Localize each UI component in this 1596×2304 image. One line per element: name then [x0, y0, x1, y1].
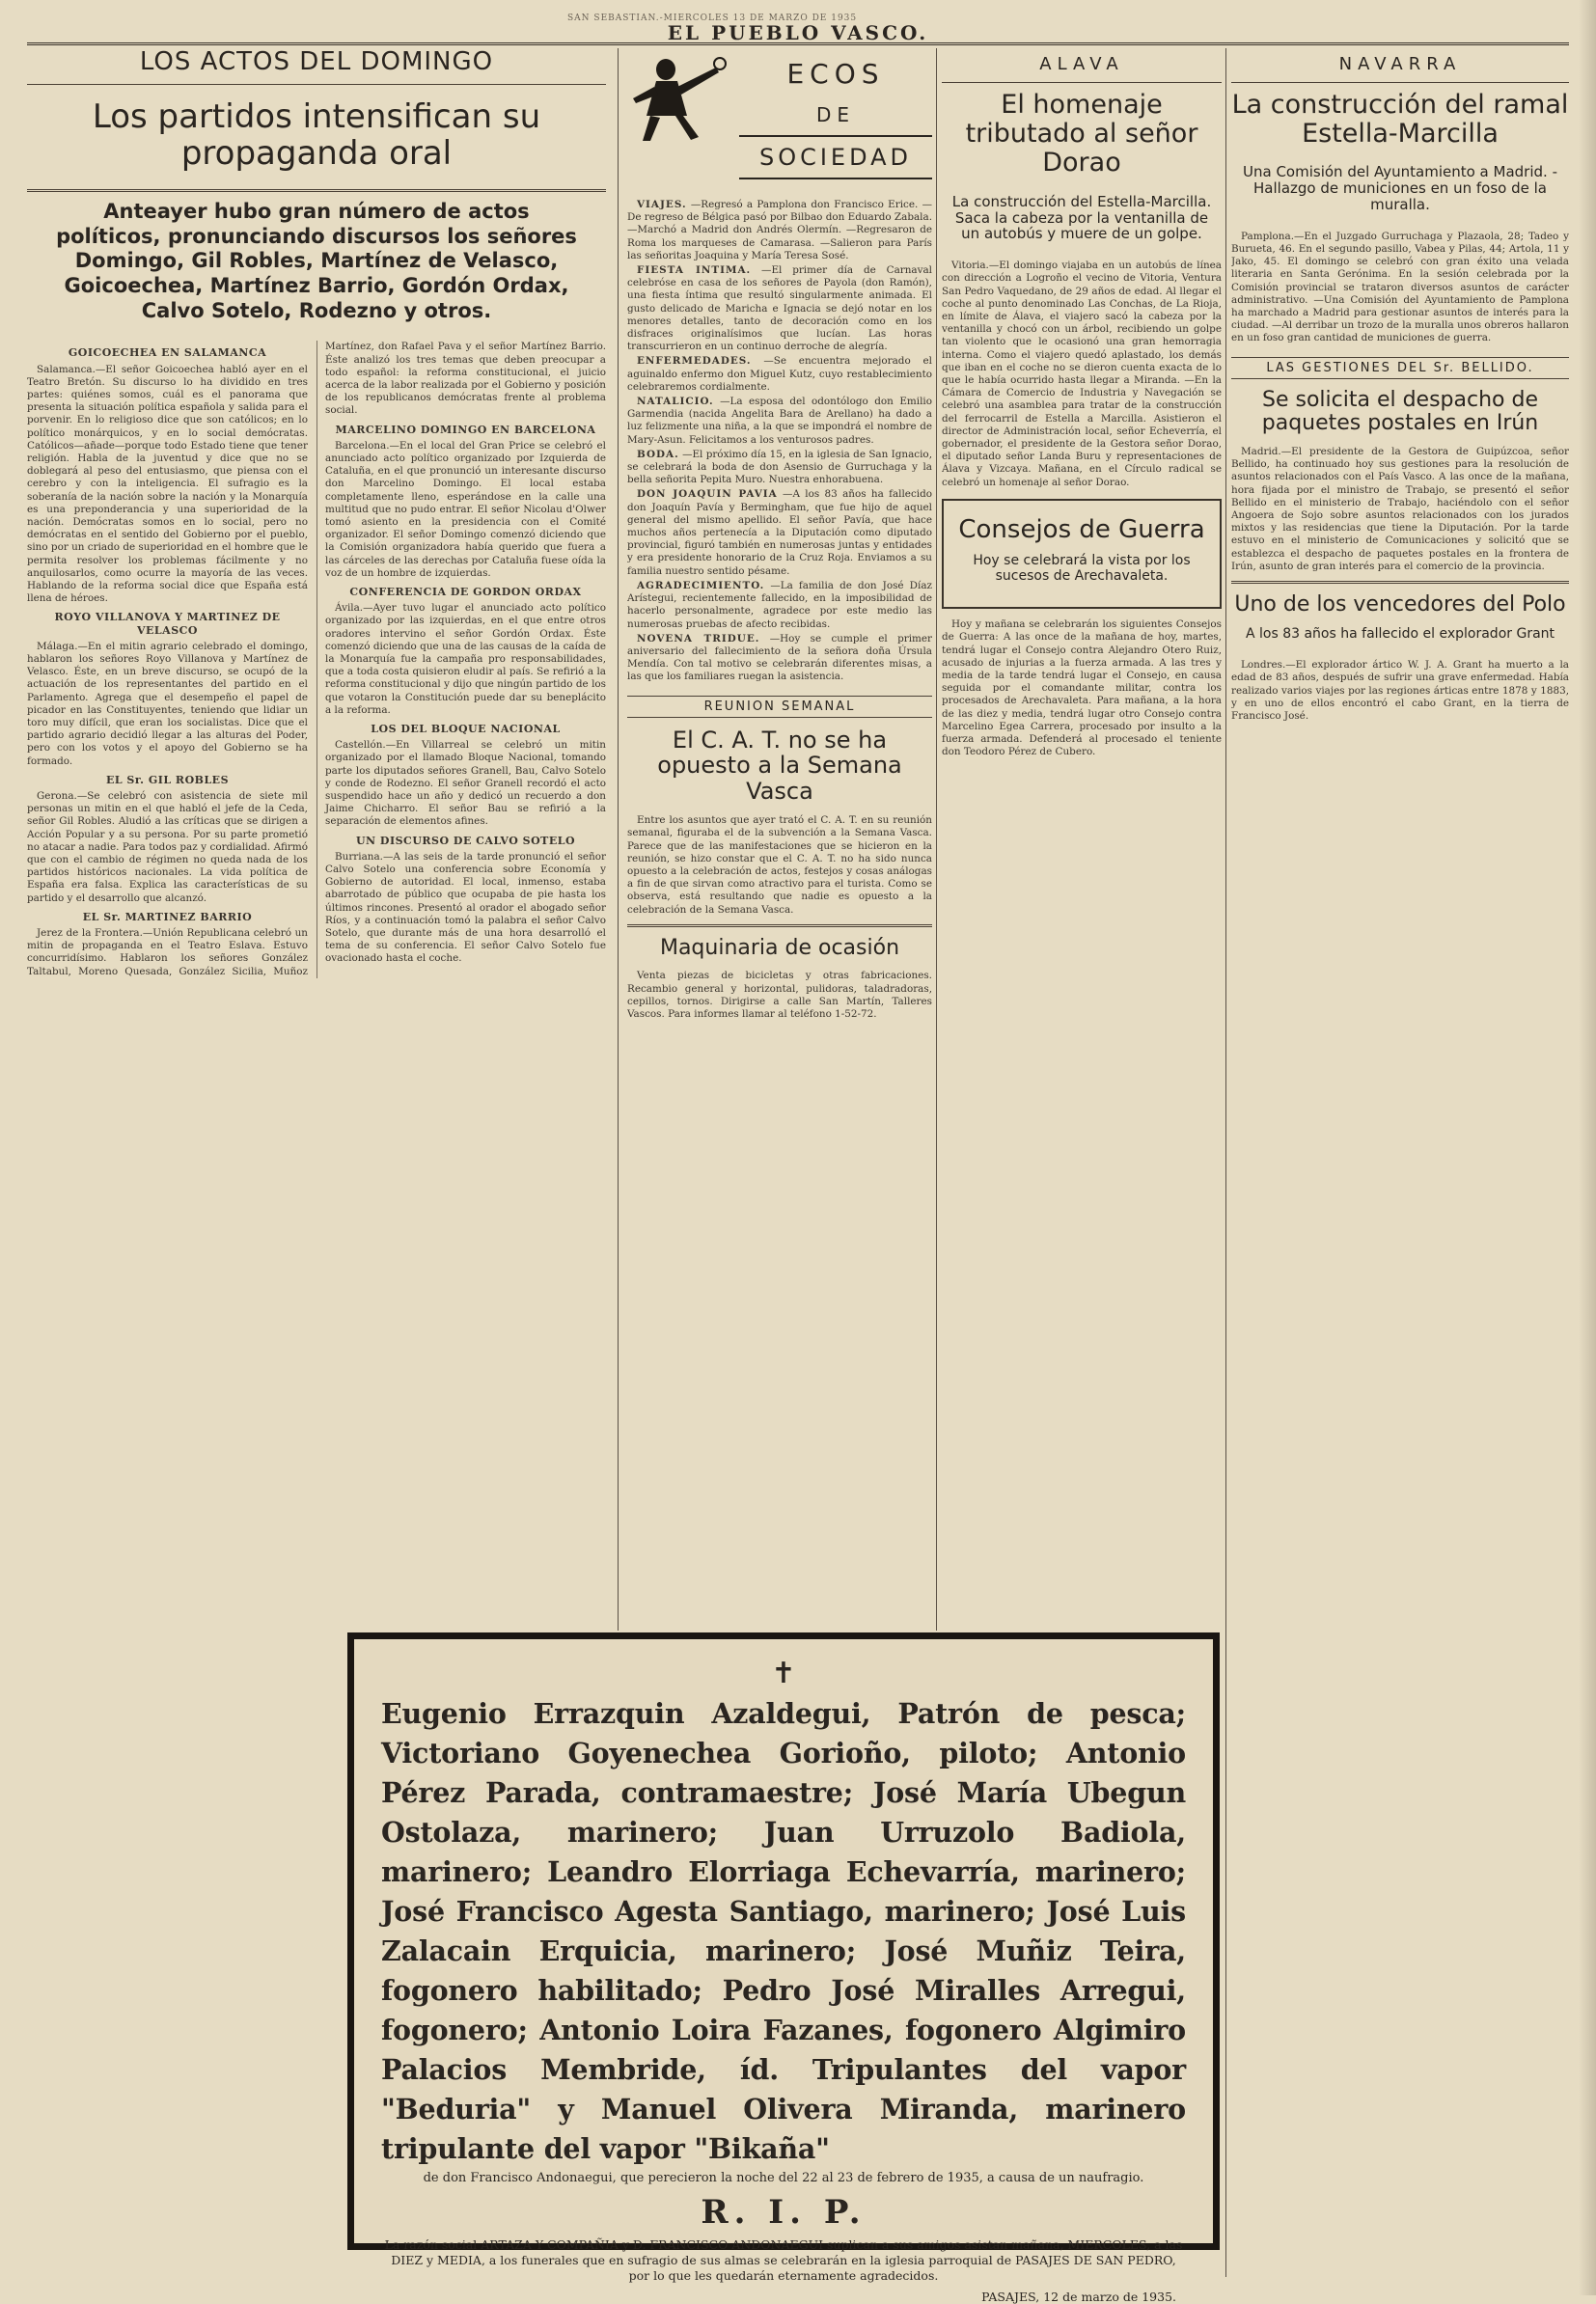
article-paragraph: Jerez de la Frontera.—Unión Republicana celebró un mitin de propaganda en el Teatro Eslava. Estuvo concurridísimo. Hablaron los señores González Taltabul, Moreno Quesada, González Sicilia, Muñoz Martínez, don Rafael Pava y el señor Martínez Barrio. Éste analizó los tres temas que deben preocupar a todo español: la reforma constitucional, el juicio acerca de la labor realizada por el Gobierno y posición de los republicanos demócratas frente al problema social.	[27, 341, 606, 977]
article-paragraph: Burriana.—A las seis de la tarde pronunció el señor Calvo Sotelo una conferencia sobre Economía y Gobierno de autoridad. El local, inmenso, estaba abarrotado de público que ocupaba de pie hasta los últimos rincones. Presentó al orador el abogado señor Ríos, y a continuación tomó la palabra el señor Calvo Sotelo, que durante más de una hora desarrolló el tema de su conferencia. El señor Calvo Sotelo fue ovacionado hasta el coche.	[325, 850, 606, 965]
entry-text: —Regresó a Pamplona don Francisco Erice. —De regreso de Bélgica pasó por Bilbao don Eduardo Zabala. —Marchó a Madrid don Andrés Olermín. —Regresaron de Roma los marqueses de Camarasa. —Salieron para París las señoritas Joaquina y María Teresa Sosé.	[627, 199, 932, 261]
cat-paragraph: Entre los asuntos que ayer trató el C. A. T. en su reunión semanal, figuraba el de la subvención a la Semana Vasca. Parece que de las manifestaciones que se hicieron en la reunión, se hizo constar que el C. A. T. no ha sido nunca opuesto a la celebración de actos, festejos y cosas análogas a fin de que sirvan como atractivo para el turista. Como se observa, está resultando que nadie es opuesto a la celebración de la Semana Vasca.	[627, 814, 932, 916]
ecos-title	[739, 54, 932, 179]
rip-label: R. I. P.	[701, 2193, 867, 2232]
column-navarra	[1231, 48, 1569, 2277]
divider	[942, 82, 1222, 83]
polo-headline: Uno de los vencedores del Polo	[1234, 591, 1566, 617]
alava-headline: El homenaje tributado al señor Dorao	[965, 90, 1198, 178]
divider	[27, 84, 606, 85]
article-paragraph: Castellón.—En Villarreal se celebró un mitin organizado por el llamado Bloque Nacional, tomando parte los diputados señores Granell, Bau, Calvo Sotelo y conde de Rodezno. El señor Granell recordó el acto suspendido hace un año y dedicó un recuerdo a don Jaime Chicharro. El señor Bau se refirió a la separación de elementos afines.	[325, 739, 606, 828]
consejos-headline: Consejos de Guerra	[958, 514, 1205, 544]
ecos-header	[627, 48, 932, 193]
navarra-subhead: Una Comisión del Ayuntamiento a Madrid. - Hallazgo de municiones en un foso de la muralla.	[1243, 163, 1557, 214]
article-paragraph: Salamanca.—El señor Goicoechea habló ayer en el Teatro Bretón. Su discurso lo ha dividido en tres partes: quiénes somos, cuál es el panorama que presenta la situación política española y salida para el porvenir. En lo religioso dice que son católicos; en lo político monárquicos, y en lo social demócratas. Católicos—añade—porque todo Estado tiene que tener religión. Habla de la juventud y dice que no se doblegará al peso del entusiasmo, que piensa con el cerebro y con la inteligencia. El sufragio es la soberanía de la nación sobre la nación y la Monarquía es una preponderancia y una superioridad de la nación. Demócratas somos en lo social, pero no demócratas en el sentido del Gobierno por el pueblo, sino por un criado de superioridad en el hombre que le permita resolver los problemas fácilmente y no anquilosarlos, como ocurre la mayoría de las veces. Hablando de la reforma social dice que España está llena de héroes.	[27, 363, 308, 605]
society-body	[627, 199, 932, 684]
entry-label: BODA.	[637, 448, 679, 460]
column-society	[627, 48, 932, 1679]
polo-paragraph: Londres.—El explorador ártico W. J. A. Grant ha muerto a la edad de 83 años, después de sufrir una grave enfermedad. Había realizado varios viajes por las regiones árticas entre 1878 y 1883, y en uno de ellos encontró el cabo Grant, en la tierra de Francisco José.	[1231, 659, 1569, 723]
ecos-title-line: SOCIEDAD	[739, 135, 932, 179]
maquinaria-headline: Maquinaria de ocasión	[659, 935, 900, 960]
entry-text: —El próximo día 15, en la iglesia de San Ignacio, se celebrará la boda de don Asensio de Gurruchaga y la bella señorita Pepita Muro. Nuestra enhorabuena.	[627, 448, 932, 486]
bellido-paragraph: Madrid.—El presidente de la Gestora de Guipúzcoa, señor Bellido, ha continuado hoy sus gestiones para la resolución de asuntos relacionados con el País Vasco. A las once de la mañana, hora fijada por el ministro de Trabajo, se presentó el señor Bellido en el ministerio de Trabajo, haciéndolo con el señor Angoera de Sojo sobre asuntos relacionados con los jurados mixtos y las residencias que tiene la Diputación. Por la tarde estuvo en el ministerio de Comunicaciones y solicitó que se establezca el despacho de paquetes postales en la frontera de Irún, asunto de gran interés para el comercio de la provincia.	[1231, 445, 1569, 572]
article-subhead: LOS DEL BLOQUE NACIONAL	[371, 723, 561, 735]
society-entry	[627, 355, 932, 394]
bellido-headline: Se solicita el despacho de paquetes postales en Irún	[1261, 387, 1539, 436]
polo-subhead: A los 83 años ha fallecido el explorador Grant	[1245, 625, 1555, 642]
section-topic: LOS ACTOS DEL DOMINGO	[139, 48, 494, 76]
column-rule	[618, 48, 619, 1631]
reunion-title: REUNION SEMANAL	[627, 696, 932, 718]
maquinaria-paragraph: Venta piezas de bicicletas y otras fabricaciones. Recambio general y horizontal, pulidoras, taladradoras, cepillos, tornos. Dirigirse a calle San Martín, Talleres Vascos. Para informes llamar al teléfono 1-52-72.	[627, 970, 932, 1020]
column-rule	[936, 48, 937, 1631]
consejos-box	[942, 499, 1222, 609]
obituary-subline: de don Francisco Andonaegui, que perecieron la noche del 22 al 23 de febrero de 1935, a causa de un naufragio.	[423, 2171, 1144, 2185]
entry-text: —Se encuentra mejorado el aguinaldo enfermo don Miguel Kutz, cuyo restablecimiento celebraremos cordialmente.	[627, 355, 932, 393]
navarra-paragraph: Pamplona.—En el Juzgado Gurruchaga y Plazaola, 28; Tadeo y Burueta, 46. En el segundo pasillo, Vabea y Pilas, 44; Artola, 11 y Jako, 45. El domingo se celebró con gran éxito una velada literaria en Santa Gerónima. En la sesión celebrada por la Comisión provincial se trataron diversos asuntos de carácter administrativo. —Una Comisión del Ayuntamiento de Pamplona ha marchado a Madrid para gestionar asuntos de interés para la ciudad. —Al derribar un trozo de la muralla unos obreros hallaron en un foso gran cantidad de municiones de guerra.	[1231, 230, 1569, 344]
paper-name: EL PUEBLO VASCO.	[667, 21, 929, 44]
article-subhead: ROYO VILLANOVA Y MARTINEZ DE VELASCO	[54, 611, 281, 637]
masthead	[27, 14, 1569, 45]
entry-text: —El primer día de Carnaval celebróse en casa de los señores de Payola (don Ramón), una fiesta íntima que resultó singularmente animada. El gusto delicado de Maricha e Ignacia se dejó notar en los menores detalles, tanto de decoración como en los disfraces originalísimos que lucían. Las horas transcurrieron en un continuo derroche de alegría.	[627, 264, 932, 353]
entry-label: NOVENA TRIDUE.	[637, 632, 760, 645]
alava-paragraph: Vitoria.—El domingo viajaba en un autobús de línea con dirección a Logroño el vecino de Vitoria, Ventura San Pedro Vaquedano, de 29 años de edad. Al llegar el coche al punto denominado Las Conchas, de La Rioja, en límite de Álava, el viajero sacó la cabeza por la ventanilla y chocó con un árbol, recibiendo un golpe tan violento que le ocasionó una gran hemorragia interna. Como el viajero quedó aplastado, los demás que iban en el coche no se dieron cuenta exacta de lo que le había ocurrido hasta llegar a Miranda. —En la Cámara de Comercio de Industria y Navegación se celebró una asamblea para tratar de la construcción del ferrocarril de Estella a Marcilla. Asistieron el director de Administración local, señor Echeverría, el gobernador, el presidente de la Gestora señor Dorao, el diputado señor Landa Buru y representaciones de Álava y Vizcaya. Mañana, en el Círculo radical se celebró un homenaje al señor Dorao.	[942, 260, 1222, 488]
entry-label: VIAJES.	[637, 199, 687, 210]
region-tag: ALAVA	[1039, 54, 1124, 74]
page-fold-shadow	[1579, 0, 1596, 2295]
article-subhead: CONFERENCIA DE GORDON ORDAX	[349, 585, 582, 598]
divider	[27, 189, 606, 192]
article-subhead: EL Sr. GIL ROBLES	[105, 773, 230, 786]
entry-text: —Hoy se cumple el primer aniversario del fallecimiento de la señora doña Úrsula Mendía. Con tal motivo se celebrarán diferentes misas, a las que los familiares ruegan la asistencia.	[627, 632, 932, 683]
column-alava	[942, 48, 1222, 1679]
consejos-paragraph: Hoy y mañana se celebrarán los siguientes Consejos de Guerra: A las once de la mañana de hoy, martes, tendrá lugar el Consejo contra Alejandro Otero Ruiz, acusado de injurias a la fuerza armada. A las tres y media de la tarde tendrá lugar el Consejo, en causa seguida por el comandante militar, contra los procesados de Arechavaleta. Para mañana, a la hora de las diez y media, tendrá lugar otro Consejo contra Marcelino Egea Carrera, procesado por insulto a la fuerza armada. Defenderá al procesado el teniente don Teodoro Pérez de Cubero.	[942, 618, 1222, 758]
article-subhead: MARCELINO DOMINGO EN BARCELONA	[335, 423, 596, 436]
entry-label: FIESTA INTIMA.	[637, 264, 752, 277]
obituary-names: Eugenio Errazquin Azaldegui, Patrón de pesca; Victoriano Goyenechea Gorioño, piloto; Antonio Pérez Parada, contramaestre; José María Ubegun Ostolaza, marinero; Juan Urruzolo Badiola, marinero; Leandro Elorriaga Echevarría, marinero; José Francisco Agesta Santiago, marinero; José Luis Zalacain Erquicia, marinero; José Muñiz Teira, fogonero habilitado; Pedro José Miralles Arregui, fogonero; Antonio Loira Fazanes, fogonero Algimiro Palacios Membride, íd. Tripulantes del vapor "Beduria" y Manuel Olivera Miranda, marinero tripulante del vapor "Bikaña"	[381, 1697, 1186, 2165]
obituary-closing: La razón social ARTAZA Y COMPAÑIA y D. FRANCISCO ANDONAEGUI suplican a sus amigos asistan mañana, MIERCOLES, a las DIEZ y MEDIA, a los funerales que en sufragio de sus almas se celebrarán en la iglesia parroquial de PASAJES DE SAN PEDRO, por lo que les quedarán eternamente agradecidos.	[384, 2237, 1183, 2283]
masthead-dateline: SAN SEBASTIAN.-MIERCOLES 13 DE MARZO DE 1935	[567, 14, 858, 23]
obituary-date: PASAJES, 12 de marzo de 1935.	[981, 2290, 1176, 2304]
society-entry	[627, 488, 932, 577]
region-tag: NAVARRA	[1338, 54, 1462, 74]
politics-body	[27, 341, 606, 978]
politics-deck: Anteayer hubo gran número de actos políticos, pronunciando discursos los señores Domingo, Gil Robles, Martínez de Velasco, Goicoechea, Martínez Barrio, Gordón Ordax, Calvo Sotelo, Rodezno y otros.	[56, 200, 577, 322]
ecos-title-line: DE	[815, 103, 856, 126]
article-subhead: UN DISCURSO DE CALVO SOTELO	[355, 834, 576, 847]
entry-text: —La esposa del odontólogo don Emilio Garmendia (nacida Angelita Bara de Arellano) ha dado a luz felizmente una niña, a la que se impondrá el nombre de Mary-Asun. Felicitamos a los venturosos padres.	[627, 396, 932, 446]
article-paragraph: Ávila.—Ayer tuvo lugar el anunciado acto político organizado por las izquierdas, en el que entre otros oradores intervino el señor Gordón Ordax. Éste comenzó diciendo que una de las causas de la caída de la Monarquía fue la campaña pro responsabilidades, que a toda costa quisieron eludir al país. Se refirió a la reforma constitucional y dijo que ningún partido de los que votaron la Constitución puede dar su beneplácito a la reforma.	[325, 602, 606, 716]
divider	[1231, 82, 1569, 83]
society-entry	[627, 633, 932, 684]
divider	[627, 924, 932, 927]
article-paragraph: Gerona.—Se celebró con asistencia de siete mil personas un mitin en el que habló el jefe de la Ceda, señor Gil Robles. Aludió a las críticas que se dirigen a Acción Popular y a su persona. Por su parte prometió no atacar a nadie. Para todos paz y cordialidad. Afirmó que con el cambio de régimen no queda nada de los partidos históricos nacionales. La vida política de España era falsa. Explica las características de su partido y el desarrollo que alcanzó.	[27, 790, 308, 904]
article-paragraph: Barcelona.—En el local del Gran Price se celebró el anunciado acto político organizado por Izquierda de Cataluña, en el que pronunció un interesante discurso don Marcelino Domingo. El local estaba completamente lleno, esperándose en la calle una multitud que no pudo entrar. El señor Nicolau d'Olwer tomó asiento en la presidencia con el Comité organizador. El señor Domingo comenzó diciendo que la Comisión organizadora había querido que fuera a las cárceles de las derechas por Cataluña fuese oída la voz de un hombre de izquierdas.	[325, 439, 606, 579]
society-entry	[627, 264, 932, 353]
entry-label: NATALICIO.	[637, 396, 714, 408]
society-entry	[627, 199, 932, 262]
navarra-headline: La construcción del ramal Estella-Marcilla	[1231, 90, 1569, 150]
article-subhead: GOICOECHEA EN SALAMANCA	[68, 346, 267, 360]
column-rule	[1225, 48, 1226, 2277]
society-entry	[627, 396, 932, 447]
cross-icon: ✝	[771, 1657, 796, 1690]
society-entry	[627, 580, 932, 631]
politics-headline: Los partidos intensifican su propaganda oral	[92, 97, 541, 174]
cat-headline: El C. A. T. no se ha opuesto a la Semana Vasca	[657, 726, 902, 806]
entry-label: ENFERMEDADES.	[637, 355, 752, 368]
entry-label: AGRADECIMIENTO.	[637, 579, 765, 591]
article-paragraph: Málaga.—En el mitin agrario celebrado el domingo, hablaron los señores Royo Villanova y Martínez de Velasco. Éste, en un breve discurso, se ocupó de la actuación de los representantes del partido en el Parlamento. Agrega que el desempeño el papel de picador en las Constituyentes, teniendo que lidiar un toro muy difícil, que eran los socialistas. Dice que el partido agrario decidió llegar a las alturas del Poder, pero con los votos y el apoyo del Gobierno se ha formado.	[27, 640, 308, 767]
obituary-box	[347, 1632, 1220, 2304]
consejos-subhead: Hoy se celebrará la vista por los sucesos de Arechavaleta.	[973, 552, 1191, 584]
entry-label: DON JOAQUIN PAVIA	[637, 488, 778, 501]
ecos-title-line: ECOS	[786, 58, 885, 90]
article-subhead: EL Sr. MARTINEZ BARRIO	[82, 910, 253, 923]
bellido-title: LAS GESTIONES DEL Sr. BELLIDO.	[1231, 357, 1569, 379]
entry-text: —A los 83 años ha fallecido don Joaquín Pavía y Bermingham, que fue hijo de aquel general del mismo apellido. El señor Pavía, que hace muchos años pertenecía a la Diputación como diputado provincial, figuró también en numerosas juntas y entidades y era presidente honorario de la Cruz Roja. Enviamos a su familia nuestro sentido pésame.	[627, 488, 932, 577]
society-entry	[627, 449, 932, 487]
entry-text: —La familia de don José Díaz Arístegui, recientemente fallecido, en la imposibilidad de hacerlo personalmente, agradece por este medio las numerosas pruebas de afecto recibidas.	[627, 579, 932, 630]
dancer-illustration-icon	[627, 48, 733, 145]
alava-subhead: La construcción del Estella-Marcilla. Saca la cabeza por la ventanilla de un autobús y muere de un golpe.	[951, 192, 1212, 243]
divider	[1231, 581, 1569, 584]
